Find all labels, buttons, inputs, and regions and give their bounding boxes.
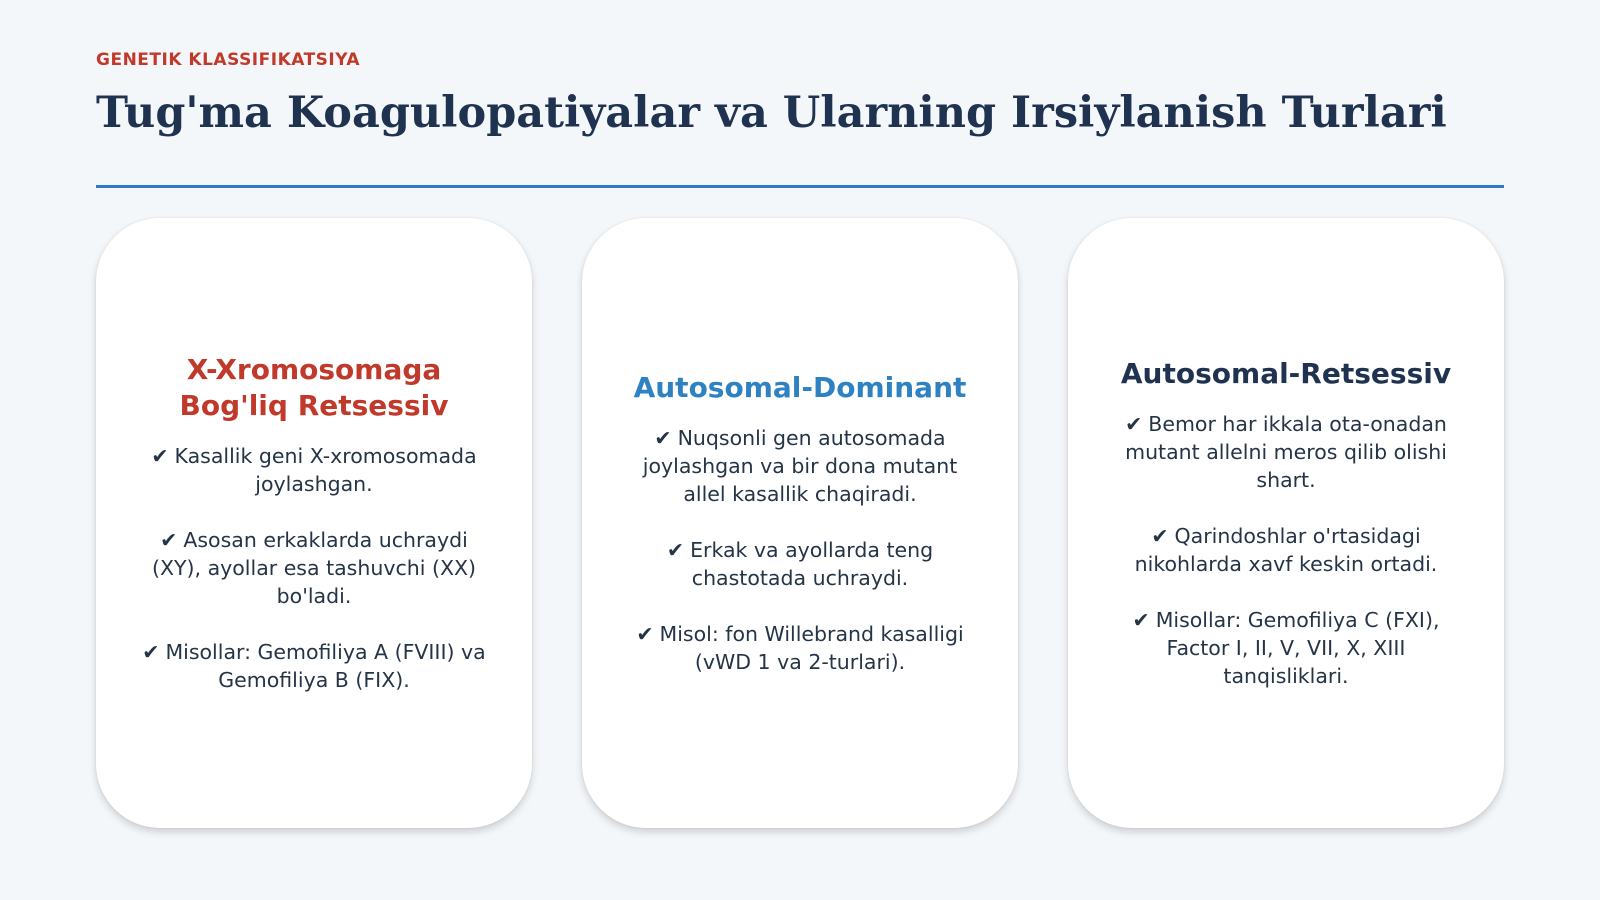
card-point bbox=[1112, 606, 1460, 690]
card-title: X-Xromosomaga Bog'liq Retsessiv bbox=[179, 353, 449, 422]
check-icon: ✔ bbox=[151, 444, 169, 468]
card-point bbox=[140, 526, 488, 610]
card-point-text: Qarindoshlar o'rtasidagi nikohlarda xavf keskin ortadi. bbox=[1134, 524, 1438, 576]
check-icon: ✔ bbox=[160, 528, 178, 552]
eyebrow-label: GENETIK KLASSIFIKATSIYA bbox=[96, 50, 361, 70]
card-point bbox=[140, 442, 488, 498]
card-point-text: Misollar: Gemofiliya A (FVIII) va Gemofiliya B (FIX). bbox=[165, 640, 486, 692]
card-point-text: Misollar: Gemofiliya C (FXI), Factor I, II, V, VII, X, XIII tanqisliklari. bbox=[1155, 608, 1440, 688]
check-icon: ✔ bbox=[636, 622, 654, 646]
card-point-text: Kasallik geni X-xromosomada joylashgan. bbox=[174, 444, 477, 496]
card-point-text: Nuqsonli gen autosomada joylashgan va bir dona mutant allel kasallik chaqiradi. bbox=[642, 426, 958, 506]
card-autosomal-dominant bbox=[582, 218, 1018, 828]
check-icon: ✔ bbox=[1132, 608, 1150, 632]
title-divider bbox=[96, 185, 1504, 188]
card-point-text: Asosan erkaklarda uchraydi (XY), ayollar esa tashuvchi (XX) bo'ladi. bbox=[151, 528, 477, 608]
check-icon: ✔ bbox=[142, 640, 160, 664]
check-icon: ✔ bbox=[1151, 524, 1169, 548]
card-x-linked-recessive bbox=[96, 218, 532, 828]
card-point-text: Bemor har ikkala ota-onadan mutant allelni meros qilib olishi shart. bbox=[1125, 412, 1447, 492]
check-icon: ✔ bbox=[654, 426, 672, 450]
card-point-text: Misol: fon Willebrand kasalligi (vWD 1 va 2-turlari). bbox=[659, 622, 964, 674]
card-point bbox=[1112, 410, 1460, 494]
card-autosomal-recessive bbox=[1068, 218, 1504, 828]
page-title: Tug'ma Koagulopatiyalar va Ularning Irsiylanish Turlari bbox=[96, 88, 1447, 138]
card-title: Autosomal-Retsessiv bbox=[1120, 357, 1452, 390]
card-title: Autosomal-Dominant bbox=[633, 371, 967, 404]
card-point-text: Erkak va ayollarda teng chastotada uchraydi. bbox=[690, 538, 934, 590]
card-point bbox=[1112, 522, 1460, 578]
card-point bbox=[626, 536, 974, 592]
card-point bbox=[140, 638, 488, 694]
card-point bbox=[626, 424, 974, 508]
check-icon: ✔ bbox=[666, 538, 685, 562]
card-point bbox=[626, 620, 974, 676]
check-icon: ✔ bbox=[1125, 412, 1143, 436]
